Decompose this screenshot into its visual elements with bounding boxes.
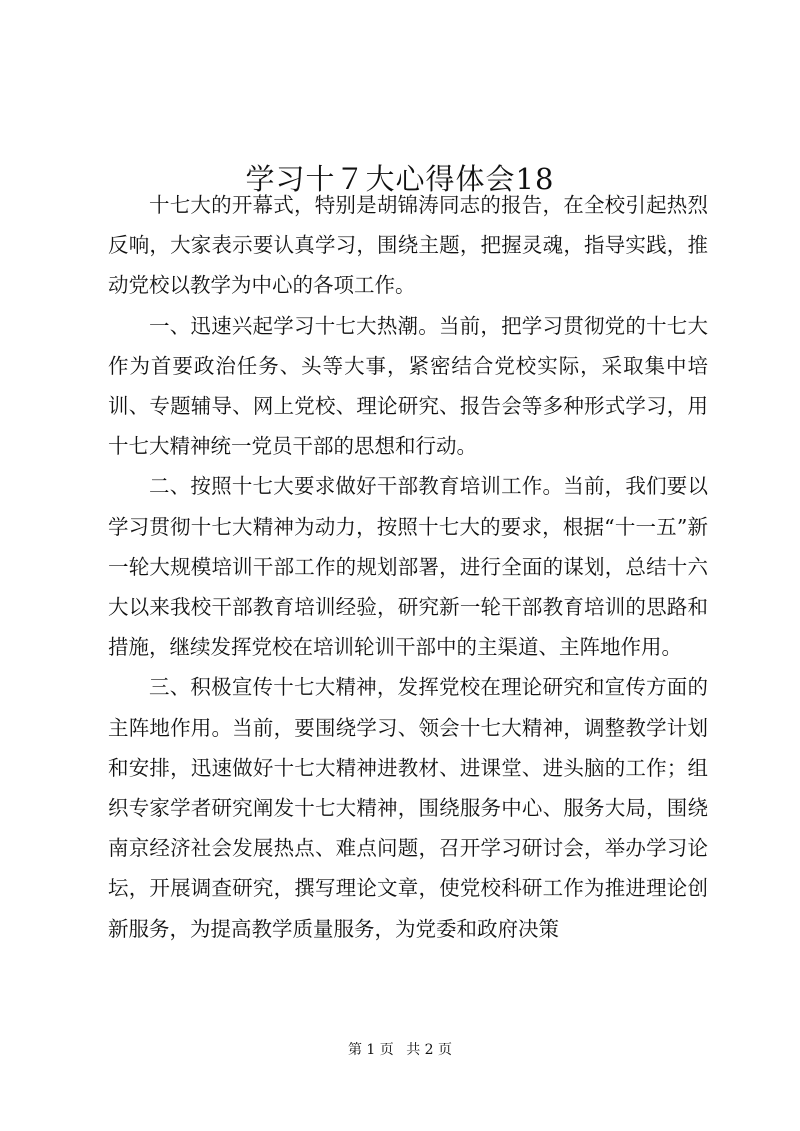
paragraph-intro: 十七大的开幕式，特别是胡锦涛同志的报告，在全校引起热烈反响，大家表示要认真学习，围绕主题，把握灵魂，指导实践，推动党校以教学为中心的各项工作。 [108, 193, 708, 298]
page-number: 第 1 页 [347, 1042, 394, 1058]
page-total: 共 2 页 [406, 1042, 453, 1058]
page-footer [0, 1040, 800, 1060]
paragraph-section-2: 二、按照十七大要求做好干部教育培训工作。当前，我们要以学习贯彻十七大精神为动力，按照十七大的要求，根据“十一五”新一轮大规模培训干部工作的规划部署，进行全面的谋划，总结十六大以来我校干部教育培训经验，研究新一轮干部教育培训的思路和措施，继续发挥党校在培训轮训干部中的主渠道、主阵地作用。 [108, 474, 708, 660]
document-body [108, 185, 708, 949]
document-title: 学习十７大心得体会18 [245, 162, 555, 197]
paragraph-section-3: 三、积极宣传十七大精神，发挥党校在理论研究和宣传方面的主阵地作用。当前，要围绕学习、领会十七大精神，调整教学计划和安排，迅速做好十七大精神进教材、进课堂、进头脑的工作；组织专家学者研究阐发十七大精神，围绕服务中心、服务大局，围绕南京经济社会发展热点、难点问题，召开学习研讨会，举办学习论坛，开展调查研究，撰写理论文章，使党校科研工作为推进理论创新服务，为提高教学质量服务，为党委和政府决策 [108, 675, 708, 941]
paragraph-section-1: 一、迅速兴起学习十七大热潮。当前，把学习贯彻党的十七大作为首要政治任务、头等大事，紧密结合党校实际，采取集中培训、专题辅导、网上党校、理论研究、报告会等多种形式学习，用十七大精神统一党员干部的思想和行动。 [108, 313, 708, 459]
